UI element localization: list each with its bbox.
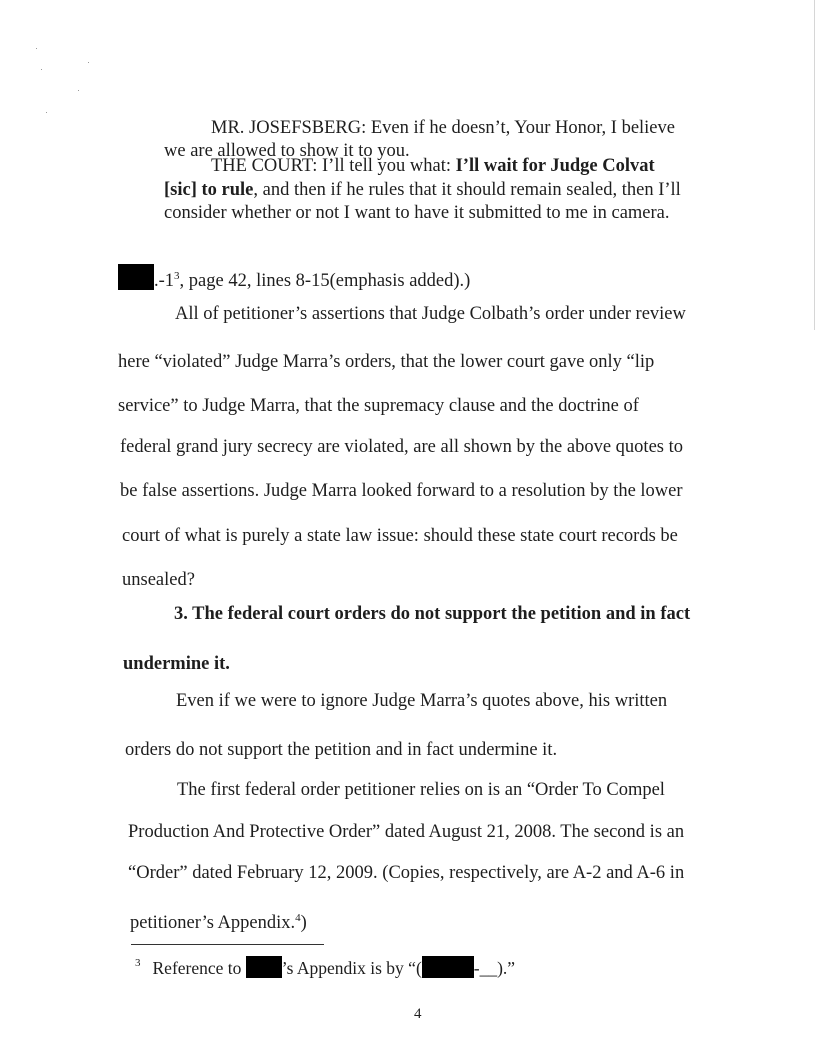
scan-speck xyxy=(78,90,79,91)
quote-line: THE COURT: I’ll tell you what: I’ll wait for Judge Colvat xyxy=(211,156,655,176)
paragraph-line: be false assertions. Judge Marra looked forward to a resolution by the lower xyxy=(120,481,683,501)
paragraph-line: federal grand jury secrecy are violated, are all shown by the above quotes to xyxy=(120,437,683,457)
citation-line: $.-1^3$, page 42, lines 8-15(emphasis added).) xyxy=(118,264,470,292)
paragraph-line: unsealed? xyxy=(122,570,195,590)
redaction-block xyxy=(422,956,474,978)
scan-edge-line xyxy=(814,0,815,330)
section-heading: undermine it. xyxy=(123,654,230,674)
paragraph-line: court of what is purely a state law issue: should these state court records be xyxy=(122,526,678,546)
paragraph-line: petitioner’s Appendix.$^4$) xyxy=(130,912,307,933)
quote-line: [sic] to rule, and then if he rules that it should remain sealed, then I’ll xyxy=(164,180,681,200)
paragraph-line: Production And Protective Order” dated August 21, 2008. The second is an xyxy=(128,822,685,842)
paragraph-line: The first federal order petitioner relies on is an “Order To Compel xyxy=(177,780,665,800)
redaction-block xyxy=(246,956,282,978)
page-number: 4 xyxy=(414,1006,422,1022)
scan-speck xyxy=(88,62,89,63)
quote-line: we are allowed to show it to you. xyxy=(164,141,410,161)
paragraph-line: All of petitioner’s assertions that Judge Colbath’s order under review xyxy=(175,304,686,324)
paragraph-line: service” to Judge Marra, that the supremacy clause and the doctrine of xyxy=(118,396,639,416)
scan-speck xyxy=(36,48,37,49)
paragraph-line: orders do not support the petition and in fact undermine it. xyxy=(125,740,558,760)
quote-line: consider whether or not I want to have it submitted to me in camera. xyxy=(164,203,670,223)
redaction-block xyxy=(118,264,154,290)
footnote-number: 3 xyxy=(135,957,141,969)
footnote: $^3$ Reference to ’s Appendix is by “( -__).” xyxy=(135,957,516,978)
scan-speck xyxy=(41,69,42,70)
scan-speck xyxy=(46,112,47,113)
paragraph-line: “Order” dated February 12, 2009. (Copies, respectively, are A-2 and A-6 in xyxy=(128,863,685,883)
footnote-rule xyxy=(131,944,324,945)
quote-line: MR. JOSEFSBERG: Even if he doesn’t, Your Honor, I believe xyxy=(211,118,675,138)
section-heading: 3. The federal court orders do not support the petition and in fact xyxy=(174,604,691,624)
paragraph-line: here “violated” Judge Marra’s orders, that the lower court gave only “lip xyxy=(118,352,655,372)
paragraph-line: Even if we were to ignore Judge Marra’s quotes above, his written xyxy=(176,691,668,711)
